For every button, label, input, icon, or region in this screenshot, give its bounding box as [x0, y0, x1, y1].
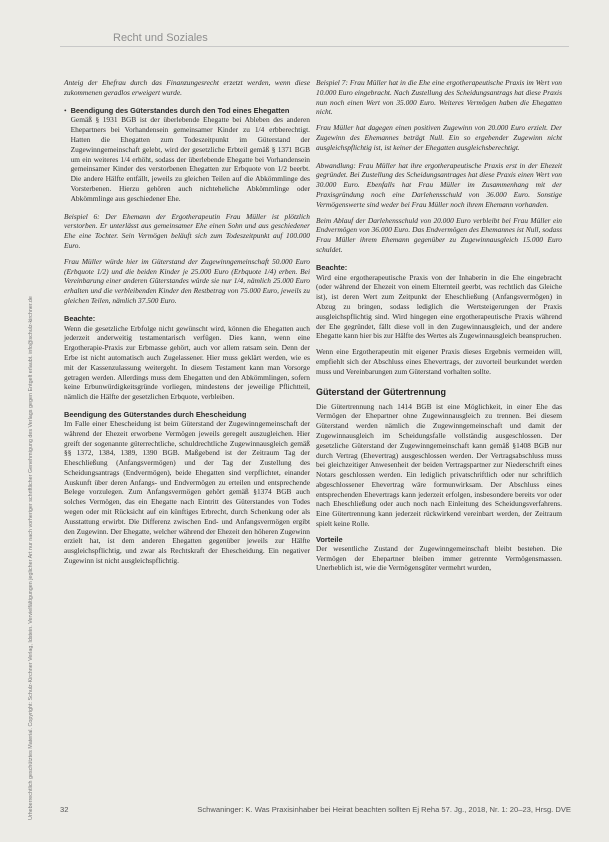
variation-text: Frau Müller hat ihre ergotherapeutische Praxis erst in der Ehezeit gegründet. Bei Zustellung des Scheidungsantrages hat diese Praxis einen Wert von 30.000 Euro. Ebenfalls hat Frau Müller im Zusammenhang mit der Praxisgründung noch eine Darlehensschuld von 36.000 Euro. Sonstige Vermögenswerte sind weder bei Frau Müller noch ihrem Ehemann vorhanden.	[316, 160, 562, 209]
copyright-side-note: Urheberrechtlich geschütztes Material. Copyright: Schulz-Kirchner Verlag, Idstein. Vervielfältigungen jeglicher Art nur nach vorheriger schriftlicher Genehmigung des Verlags gegen Entgelt erlaubt. info@schulz-kirchner.de	[28, 296, 34, 820]
bullet-text: Gemäß § 1931 BGB ist der überlebende Ehegatte bei Ableben des anderen Ehepartners bei Vorhandensein gemeinsamer Kinder zu 1/4 erbberechtigt. Hatten die Ehegatten zum Todeszeitpunkt im Güterstand der Zugewinngemeinschaft gelebt, wird der gesetzliche Erbteil gemäß § 1371 BGB um ein weiteres 1/4 erhöht, sodass der überlebende Ehegatte bei Vorhandensein gemeinsamer Kinder des verstorbenen Ehegatten zur Erbquote von 1/2 beerbt. Die andere Hälfte entfällt, jeweils zu gleichen Teilen auf die Abkömmlinge des Vorsterbenen. Hierzu gehören auch nichteheliche Abkömmlinge oder Abkömmlinge aus geschiedener Ehe.	[70, 115, 310, 203]
example-7-continuation: Frau Müller hat dagegen einen positiven Zugewinn von 20.000 Euro erzielt. Der Zugewinn des Ehemannes beträgt Null. Ein so ergebender Zugewinn nicht ausgleichspflichtig ist, ist keiner der Ehegatten ausgleichsberechtigt.	[316, 123, 562, 152]
right-column	[316, 78, 562, 579]
intro-paragraph: Anteig der Ehefrau durch das Finanzungesrecht erzetzt werden, wenn diese zukommenen geradlos erweigert wurde.	[64, 78, 310, 97]
header-divider	[60, 46, 569, 47]
example-6-paragraph	[64, 212, 310, 251]
variation-label: Abwandlung:	[316, 160, 356, 170]
example-7-paragraph	[316, 78, 562, 117]
example-6-label: Beispiel 6:	[64, 211, 100, 221]
bullet-title: Beendigung des Güterstandes durch den Tod eines Ehegatten	[70, 105, 290, 115]
note-2-continuation: Wenn eine Ergotherapeutin mit eigener Praxis dieses Ergebnis vermeiden will, empfiehlt sich der Abschluss eines Ehevertrags, der zuvorteil beurkundet werden muss und Vereinbarungen zum Güterstand vorhalten sollte.	[316, 347, 562, 376]
section-2-text: Im Falle einer Ehescheidung ist beim Güterstand der Zugewinngemeinschaft der während der Ehezeit erworbene Vermögen jeweils geregelt auszugleichen. Hier greift der sogenannte güterrechtliche, schuldrechtliche Zugewinnausgleich gemäß §§ 1372, 1384, 1389, 1390 BGB. Maßgebend ist der Zeitraum Tag der Eheschließung (Anfangsvermögen) und der Tag der Zustellung des Scheidungsantrags (Endvermögen), beide Ehegatten sind verpflichtet, einander Auskunft über deren Anfangs- und Endvermögen zu erteilen und entsprechende Belege vorzulegen. Zum Anfangsvermögen gehört gemäß §1374 BGB auch solches Vermögen, das ein Ehegatte nach Eintritt des Güterstandes von Todes wegen oder mit Rücksicht auf ein künftiges Erbrecht, durch Schenkung oder als Ausstattung erwirbt. Die Differenz zwischen End- und Anfangsvermögen ergibt den Zugewinn. Der Ehegatte, welcher während der Ehezeit den höheren Zugewinn erzielt hat, ist dem anderen Ehegatten gegenüber jeweils zur Hälfte ausgleichspflichtig, und zwar als Rechtskraft der Ehescheidung. Ein negativer Zugewinn ist nicht ausgleichspflichtig.	[64, 418, 310, 566]
example-6-text: Der Ehemann der Ergotherapeutin Frau Müller ist plötzlich verstorben. Er unterlässt aus gemeinsamer Ehe einen Sohn und aus geschiedener Ehe eine Tochter. Sein Vermögen beläuft sich zum Todeszeitpunkt auf 100.000 Euro.	[64, 211, 311, 250]
example-7-label: Beispiel 7:	[316, 78, 348, 87]
example-6-continuation: Frau Müller würde hier im Güterstand der Zugewinngemeinschaft 50.000 Euro (Erbquote 1/2) und die beiden Kinder je 25.000 Euro (Erbquote 1/4) erben. Bei Vereinbarung einer anderen Güterstandes würde sie nur 1/4, nämlich 25.000 Euro erhalten und die verbleibenden Kinder den Restbetrag von 75.000 Euro, jeweils zu gleichen Teilen, nämlich 37.500 Euro.	[64, 256, 310, 305]
citation-text: Schwaninger: K. Was Praxisinhaber bei Heirat beachten sollten Ej Reha 57. Jg., 2018, Nr. 1: 20–23, Hrsg. DVE	[197, 805, 571, 814]
section-heading-guetertrennung: Güterstand der Gütertrennung	[316, 386, 447, 397]
section-2-title: Beendigung des Güterstandes durch Ehescheidung	[64, 409, 247, 419]
list-item	[64, 106, 310, 204]
example-7-text: Frau Müller hat in die Ehe eine ergotherapeutische Praxis im Wert von 10.000 Euro eingebracht. Nach Zustellung des Scheidungsantrags hat diese Praxis nun noch einen Wert von 35.000 Euro. Weiteres Vermögen haben die Ehegatten nicht.	[316, 78, 563, 117]
advantages-text: Der wesentliche Zustand der Zugewinngemeinschaft bleibt bestehen. Die Vermögen der Ehepartner bleiben immer getrennte Vermögensmassen. Unerheblich ist, wie die Vermögensgüter vermehrt wurden,	[316, 543, 562, 573]
section-title: Recht und Soziales	[113, 32, 208, 44]
note-1-label: Beachte:	[64, 313, 96, 323]
note-2-paragraph	[316, 263, 562, 341]
page-number: 32	[60, 805, 69, 814]
advantages-label: Vorteile	[316, 534, 343, 544]
bullet-marker: •	[64, 105, 67, 115]
variation-continuation: Beim Ablauf der Darlehensschuld von 20.000 Euro verbleibt bei Frau Müller ein Endvermögen von 36.000 Euro. Das Endvermögen des Ehemannes ist Null, sodass Frau Müller ihrem Ehemann gegenüber zu Zugewinnausgleich 15.000 Euro schuldet.	[316, 215, 562, 254]
guetertrennung-text: Die Gütertrennung nach 1414 BGB ist eine Möglichkeit, in einer Ehe das Vermögen der Ehepartner ohne Zugewinnausgleich zu trennen. Bei diesem Güterstand werden nämlich die Zugewinngemeinschaft und damit der Zugewinnausgleich im Scheidungsfalle vollständig ausgeschlossen. Der gesetzliche Güterstand der Zugewinngemeinschaft kann gemäß §1408 BGB nur durch Vertrag (Ehevertrag) ausgeschlossen werden. Der Vertragsabschluss muss bei gleichzeitiger Anwesenheit der beiden Vertragspartner zur Niederschrift eines Notars geschlossen werden. Ein lediglich privatschriftlich oder nur schriftlich abgeschlossener Ehevertrag wäre formunwirksam. Der Abschluss eines entsprechenden Ehevertrags kann jederzeit erfolgen, insbesondere bereits vor oder nach Eheschließung oder auch noch nach Einleitung des Scheidungsverfahrens. Eine Gütertrennung kann jederzeit rückwirkend vereinbart werden, der Zeitraum spielt keine Rolle.	[316, 401, 562, 529]
left-column	[64, 78, 310, 572]
variation-paragraph	[316, 161, 562, 210]
note-1-text: Wenn die gesetzliche Erbfolge nicht gewünscht wird, können die Ehegatten auch jederzeit anderweitig testamentarisch verfügen. Dies kann, wenn eine Ergotherapie-Praxis zur Erbmasse gehört, auch vor allem ratsam sein. Denn der Erbe ist nicht automatisch auch Zugelassener. Hier muss geklärt werden, wie es mit der Kassenzulassung weitergeht. In diesem Testament kann man Vorsorge getragen werden. Allerdings muss dem Ehegatten und den Abkömmlingen, sofern keine Erbunwürdigkeitsgründe vorliegen, mindestens der jeweilige Pflichtteil, nämlich die Hälfte der gesetzlichen Erbquote, verbleiben.	[64, 323, 310, 402]
note-1-paragraph	[64, 314, 310, 402]
note-2-text: Wird eine ergotherapeutische Praxis von der Inhaberin in die Ehe eingebracht (oder während der Ehezeit von einem Elternteil geerbt, was rechtlich das Gleiche ist), ist deren Wert zum Zeitpunkt der Eheschließung (Anfangsvermögen) in Abzug zu bringen, sodass lediglich die Wertsteigerungen der Praxis ausgleichspflichtig sind. Wird hingegen eine ergotherapeutische Praxis während der Ehe gegründet, fällt diese voll in den Zugewinnausgleich, und der andere Ehegatte kann hier bis zur Hälfte des Wertes als Zugewinnausgleich beanspruchen.	[316, 272, 562, 341]
note-2-label: Beachte:	[316, 262, 348, 272]
page-footer	[60, 805, 571, 814]
